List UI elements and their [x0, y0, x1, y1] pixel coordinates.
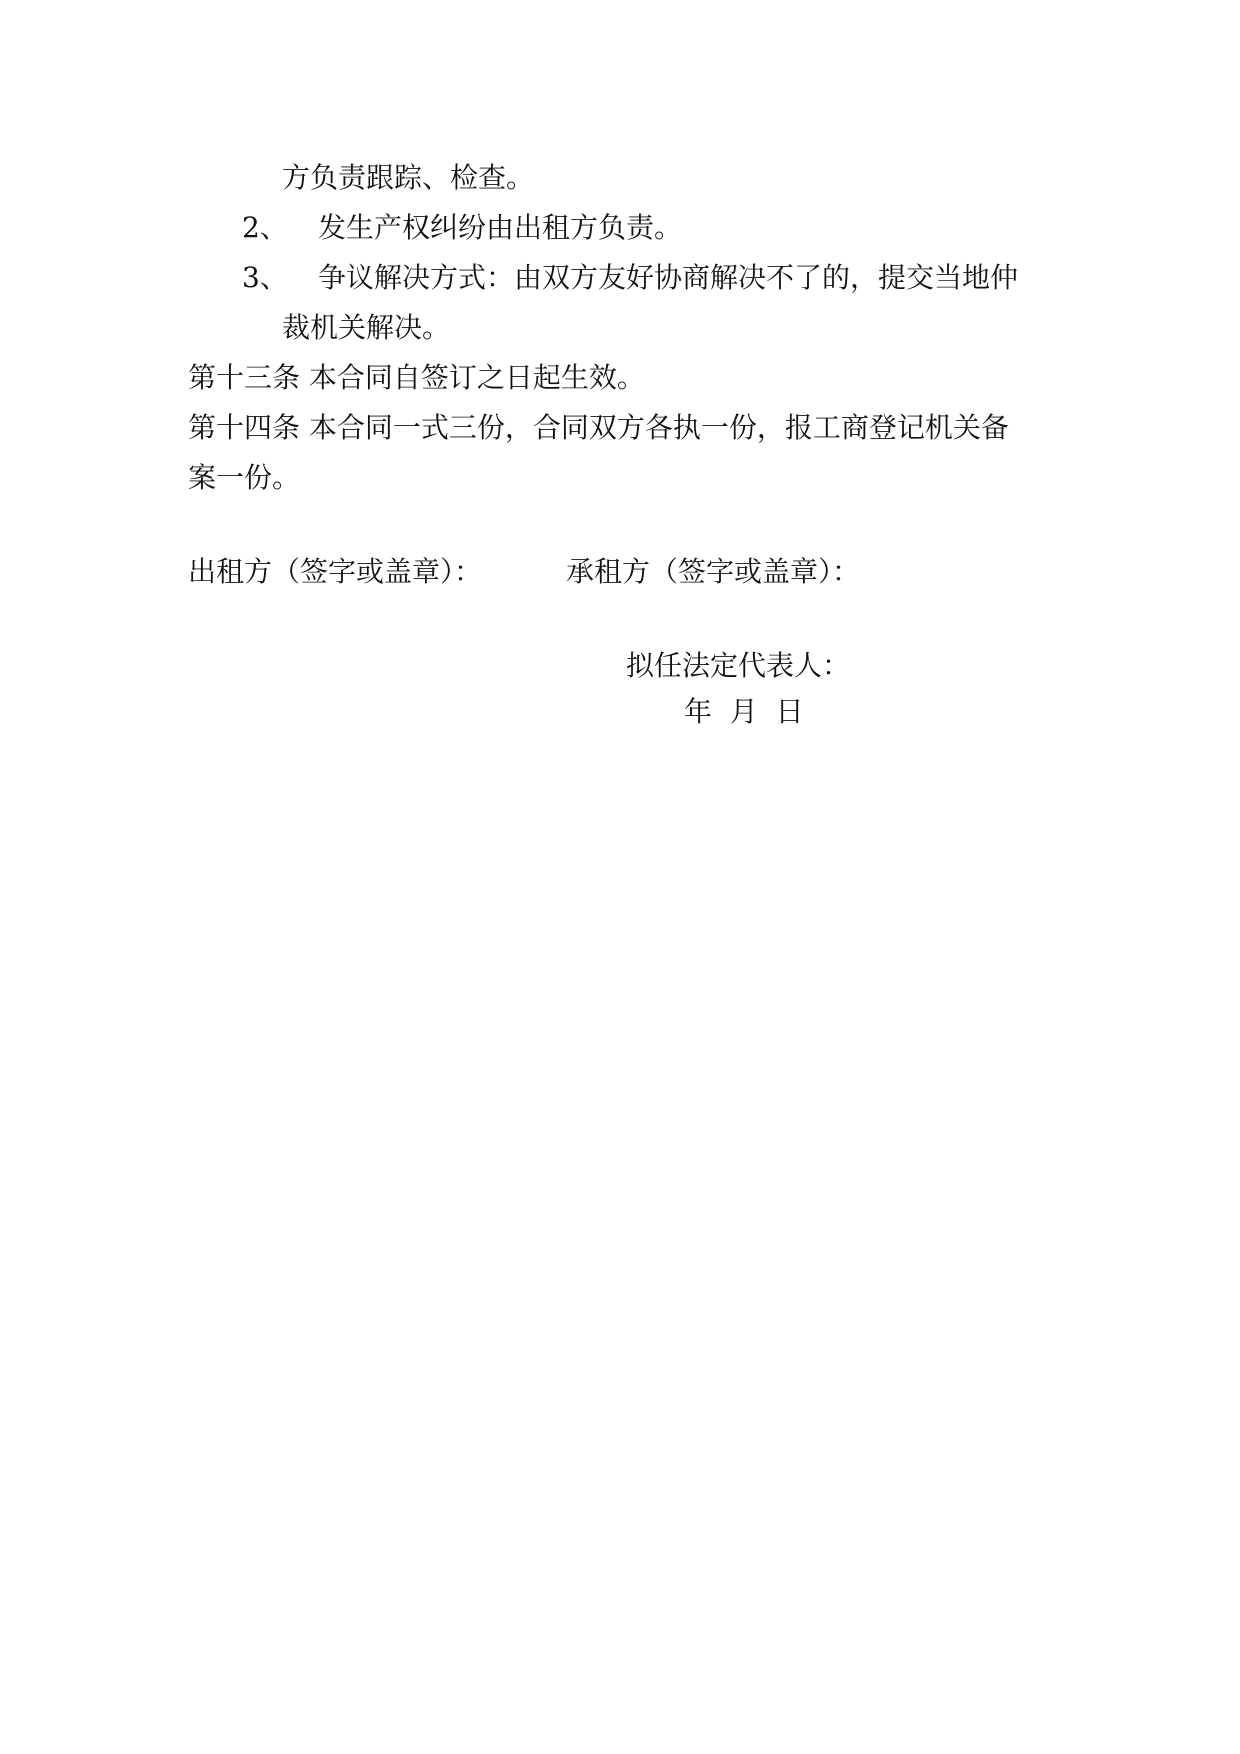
article-13: 第十三条 本合同自签订之日起生效。 [188, 361, 645, 394]
lessee-signature-label: 承租方（签字或盖章）： [566, 555, 861, 588]
representative-label: 拟任法定代表人： [626, 649, 851, 682]
date-line: 年 月 日 [684, 695, 804, 728]
lessor-signature-label: 出租方（签字或盖章）： [188, 555, 483, 588]
list-item-2-number: 2、 [242, 211, 288, 244]
list-item-3-text: 争议解决方式：由双方友好协商解决不了的，提交当地仲 [318, 261, 1019, 294]
article-14-line-2: 案一份。 [188, 461, 301, 494]
list-item-3 [242, 258, 1018, 298]
list-item-2 [242, 208, 682, 248]
list-item-3-number: 3、 [242, 261, 288, 294]
list-item-3-continuation: 裁机关解决。 [282, 311, 451, 344]
article-14-line-1: 第十四条 本合同一式三份，合同双方各执一份，报工商登记机关备 [188, 411, 1009, 444]
continuation-line: 方负责跟踪、检查。 [282, 161, 535, 194]
list-item-2-text: 发生产权纠纷由出租方负责。 [318, 211, 683, 244]
